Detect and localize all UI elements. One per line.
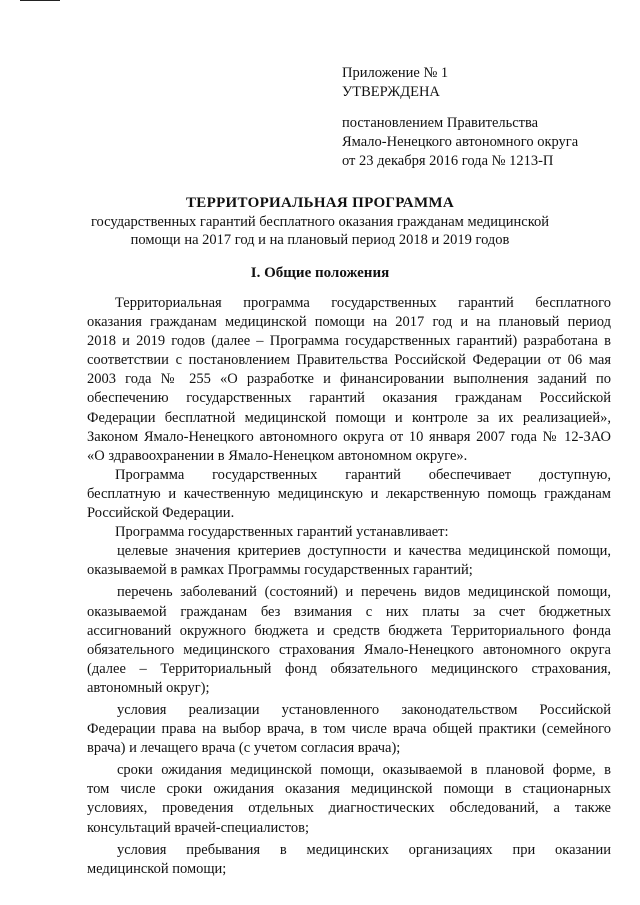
document-subtitle-line: помощи на 2017 год и на плановый период 2018 и 2019 годов [130,232,510,248]
approval-authority: постановлением Правительства [342,115,539,131]
text-line: условия пребывания в медицинских организациях при оказании [117,841,611,858]
text-line: «О здравоохранении в Ямало-Ненецком автономном округе». [87,447,468,464]
text-line: Федерации права на выбор врача, в том числе врача общей практики (семейного [87,721,611,738]
text-line: перечень заболеваний (состояний) и перечень видов медицинской помощи, [117,584,611,601]
approved-label: УТВЕРЖДЕНА [342,84,440,100]
list-item-waiting-times [87,761,611,837]
text-line: оказываемой в рамках Программы государственных гарантий; [87,562,473,579]
text-line: оказываемой гражданам без взимания с них платы за счет бюджетных [87,603,611,620]
text-line: обеспечению государственных гарантий оказания гражданам Российской [87,390,611,407]
text-line: врача) и лечащего врача (с учетом согласия врача); [87,740,401,757]
text-line: сроки ожидания медицинской помощи, оказываемой в плановой форме, в [117,762,611,779]
document-body [87,294,611,879]
document-title: ТЕРРИТОРИАЛЬНАЯ ПРОГРАММА [186,195,454,211]
text-line: Российской Федерации. [87,505,235,522]
text-line: условиях, проведения отдельных диагностических обследований, а также [87,800,611,817]
list-item-diseases [87,583,611,698]
appendix-number: Приложение № 1 [342,65,449,81]
approval-region: Ямало-Ненецкого автономного округа [342,134,579,150]
text-line: Федерации бесплатной медицинской помощи и контроле за их реализацией», [87,409,611,426]
text-line: консультаций врачей-специалистов; [87,819,310,836]
approval-stamp-block [342,64,578,171]
text-line: условия реализации установленного законодательством Российской [117,701,611,718]
text-line: автономный округ); [87,679,210,696]
document-subtitle-line: государственных гарантий бесплатного оказания гражданам медицинской [90,214,550,230]
text-line: 2018 и 2019 годов (далее – Программа государственных гарантий) разработана в [87,333,611,350]
section-heading: I. Общие положения [250,265,390,281]
text-line: Программа государственных гарантий устанавливает: [115,524,449,541]
text-line: обязательного медицинского страхования Ямало-Ненецкого автономного округа [87,641,611,658]
text-line: 2003 года № 255 «О разработке и финансировании выполнения заданий по [87,371,611,388]
text-line: оказания гражданам медицинской помощи на 2017 год и на плановый период [87,314,611,331]
text-line: том числе сроки ожидания оказания медицинской помощи в стационарных [87,781,611,798]
text-line: медицинской помощи; [87,860,227,877]
text-line: целевые значения критериев доступности и качества медицинской помощи, [117,543,611,560]
text-line: соответствии с постановлением Правительства Российской Федерации от 06 мая [87,352,611,369]
list-item-doctor-choice [87,701,611,758]
list-item-criteria [87,542,611,580]
document-title-block [60,193,580,249]
paragraph-guarantees [87,466,611,523]
top-edge-rule [20,0,60,1]
spacer [342,102,578,114]
approval-date: от 23 декабря 2016 года № 1213-П [342,153,554,169]
text-line: Законом Ямало-Ненецкого автономного округа от 10 января 2007 года № 12-ЗАО [87,428,611,445]
paragraph-general [87,294,611,466]
text-line: (далее – Территориальный фонд обязательного медицинского страхования, [87,660,611,677]
text-line: Территориальная программа государственных гарантий бесплатного [115,295,611,311]
text-line: ассигнований окружного бюджета и средств бюджета Территориального фонда [87,622,611,639]
list-item-stay-conditions [87,841,611,879]
paragraph-establishes [87,523,611,542]
text-line: Программа государственных гарантий обеспечивает доступную, [115,466,611,483]
text-line: бесплатную и качественную медицинскую и лекарственную помощь гражданам [87,485,611,502]
